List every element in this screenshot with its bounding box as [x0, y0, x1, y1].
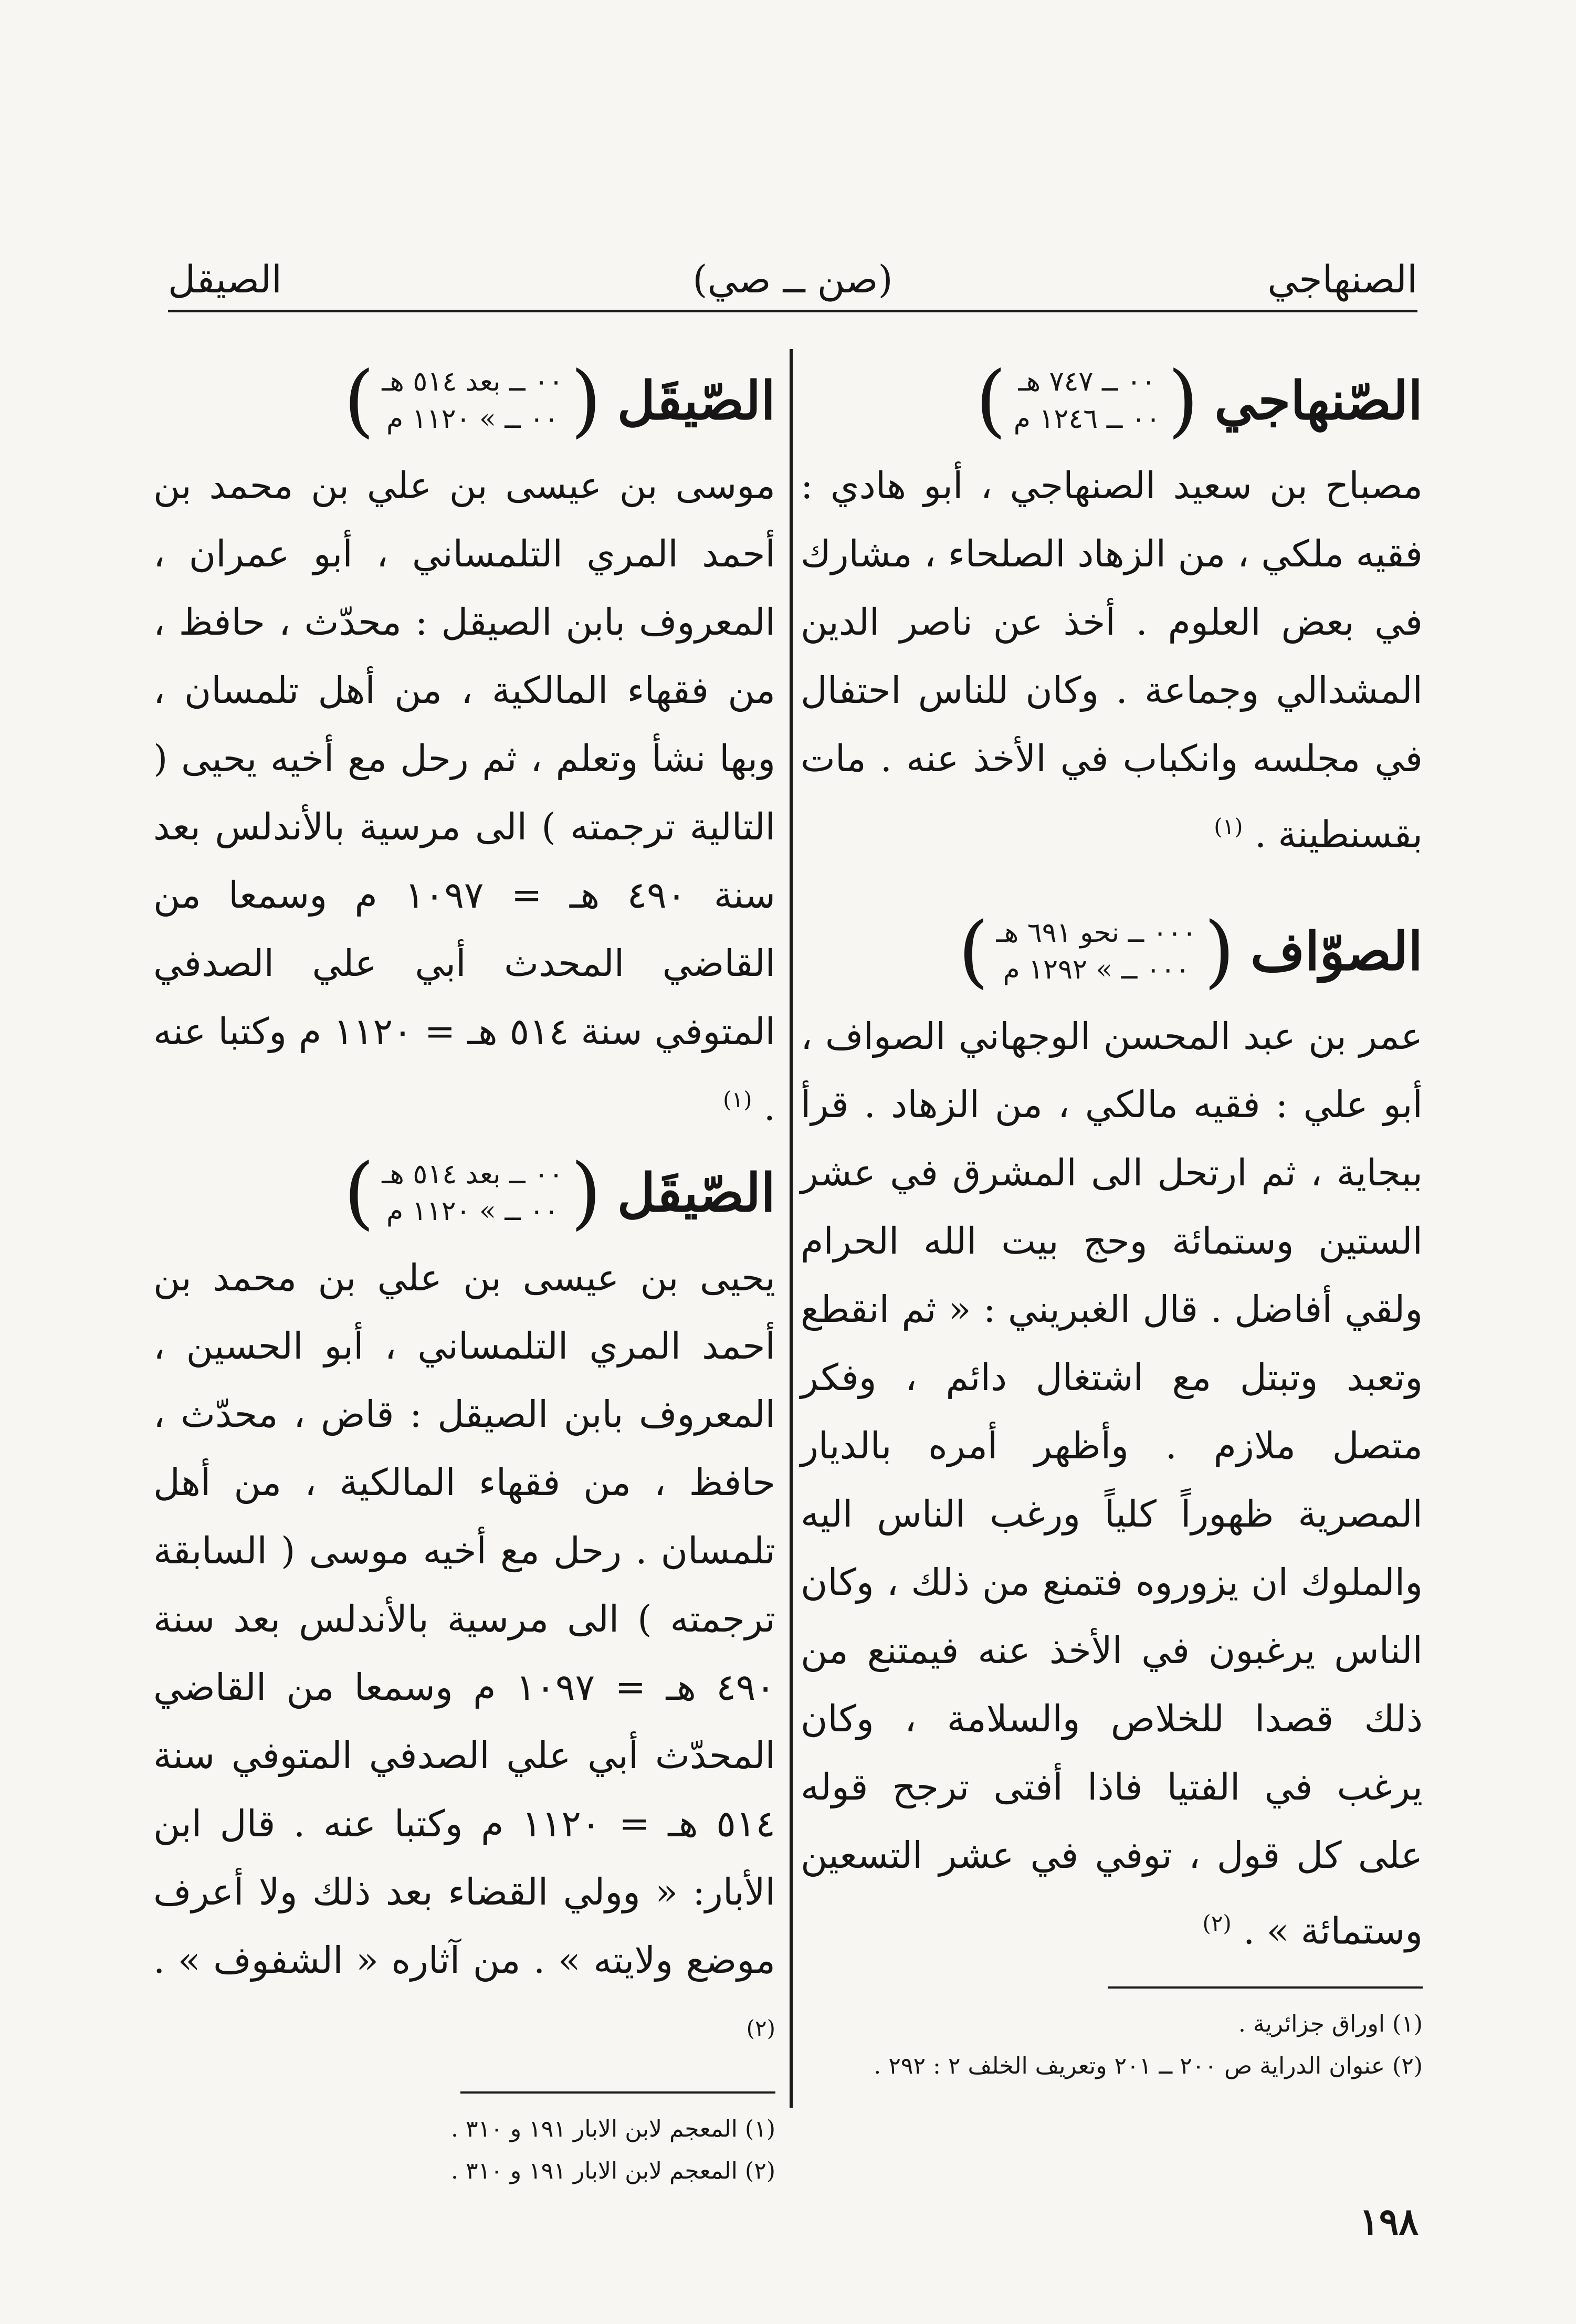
column-divider: [790, 349, 793, 2108]
footnote: (١) المعجم لابن الابار ١٩١ و ٣١٠ .: [451, 2115, 775, 2142]
date-gregorian: ٠٠ ــ » ١١٢٠ م: [386, 1195, 559, 1227]
footnote-ref: (٢): [1202, 1910, 1232, 1937]
footnote-ref: (٢): [746, 2015, 775, 2042]
entry-heading: [153, 349, 775, 451]
entry-name: الصّنهاجي: [1214, 369, 1423, 432]
entry-heading: [153, 1141, 775, 1244]
date-hijri: ٠٠ ــ بعد ٥١٤ هـ: [382, 366, 563, 398]
entry-heading: [801, 349, 1423, 451]
footnote-rule: [460, 2091, 775, 2094]
date-hijri: ٠٠ ــ بعد ٥١٤ هـ: [382, 1158, 563, 1190]
footnote-ref: (١): [723, 1087, 752, 1112]
header-right-term: الصنهاجي: [1267, 257, 1417, 301]
left-column: [153, 349, 775, 2192]
entry-name: الصوّاف: [1250, 920, 1423, 982]
entry-name: الصّيقَل: [617, 1161, 775, 1224]
footnote: (٢) عنوان الدراية ص ٢٠٠ ــ ٢٠١ وتعريف الخلف ٢ : ٢٩٢ .: [874, 2052, 1423, 2079]
footnote-rule: [1108, 1986, 1423, 1989]
entry-text: موسى بن عيسى بن علي بن محمد بن أحمد المري التلمساني ، أبو عمران ، المعروف بابن الصيقل : محدّث ، حافظ ، من فقهاء المالكية ، من أهل تلمسان ، وبها نشأ وتعلم ، ثم رحل مع أخيه يحيى ( التالية ترجمته ) الى مرسية بالأندلس بعد سنة ٤٩٠ هـ = ١٠٩٧ م وسمعا من القاضي المحدث أبي علي الصدفي المتوفي سنة ٥١٤ هـ = ١١٢٠ م وكتبا عنه . $^{(١)}$: [153, 464, 776, 1129]
header-letter-range: (صن ــ صي): [692, 257, 893, 301]
entry-text: يحيى بن عيسى بن علي بن محمد بن أحمد المري التلمساني ، أبو الحسين ، المعروف بابن الصيقل : قاض ، محدّث ، حافظ ، من فقهاء المالكية ، من أهل تلمسان . رحل مع أخيه موسى ( السابقة ترجمته ) الى مرسية بالأندلس بعد سنة ٤٩٠ هـ = ١٠٩٧ م وسمعا من القاضي المحدّث أبي علي الصدفي المتوفي سنة ٥١٤ هـ = ١١٢٠ م وكتبا عنه . قال ابن الأبار: « وولي القضاء بعد ذلك ولا أعرف موضع ولايته » . من آثاره « الشفوف » . $^{(٢)}$: [153, 1256, 775, 2042]
running-header: [168, 247, 1417, 312]
entry-dates: ( ٠٠ ــ ٧٤٧ هـ ٠٠ ــ ١٢٤٦ م ): [975, 354, 1199, 446]
entry-heading: [801, 900, 1423, 1002]
footnote: (١) اوراق جزائرية .: [1238, 2010, 1423, 2037]
footnote: (٢) المعجم لابن الابار ١٩١ و ٣١٠ .: [451, 2157, 775, 2184]
entry-name: الصّيقَل: [617, 369, 775, 432]
footnote-ref: (١): [1214, 814, 1243, 839]
page-number: ١٩٨: [1359, 2200, 1419, 2243]
date-gregorian: ٠٠٠ ــ » ١٢٩٢ م: [1003, 953, 1190, 985]
date-gregorian: ٠٠ ــ » ١١٢٠ م: [386, 403, 559, 435]
date-hijri: ٠٠٠ ــ نحو ٦٩١ هـ: [996, 917, 1197, 949]
entry-text: عمر بن عبد المحسن الوجهاني الصواف ، أبو علي : فقيه مالكي ، من الزهاد . قرأ ببجاية ، ثم ارتحل الى المشرق في عشر الستين وستمائة وحج بيت الله الحرام ولقي أفاضل . قال الغبريني : « ثم انقطع وتعبد وتبتل مع اشتغال دائم ، وفكر متصل ملازم . وأظهر أمره بالديار المصرية ظهوراً كلياً ورغب الناس اليه والملوك ان يزوروه فتمنع من ذلك ، وكان الناس يرغبون في الأخذ عنه فيمتنع من ذلك قصدا للخلاص والسلامة ، وكان يرغب في الفتيا فاذا أفتى ترجح قوله على كل قول ، توفي في عشر التسعين وستمائة » . $^{(٢)}$: [801, 1015, 1423, 1953]
entry-dates: ( ٠٠٠ ــ نحو ٦٩١ هـ ٠٠٠ ــ » ١٢٩٢ م ): [958, 905, 1235, 997]
date-hijri: ٠٠ ــ ٧٤٧ هـ: [1018, 366, 1156, 398]
entry-dates: ( ٠٠ ــ بعد ٥١٤ هـ ٠٠ ــ » ١١٢٠ م ): [343, 354, 602, 446]
entry-dates: ( ٠٠ ــ بعد ٥١٤ هـ ٠٠ ــ » ١١٢٠ م ): [343, 1147, 602, 1238]
right-column: [801, 349, 1423, 2087]
header-left-term: الصيقل: [168, 257, 282, 301]
entry-text: مصباح بن سعيد الصنهاجي ، أبو هادي : فقيه ملكي ، من الزهاد الصلحاء ، مشارك في بعض العلوم . أخذ عن ناصر الدين المشدالي وجماعة . وكان للناس احتفال في مجلسه وانكباب في الأخذ عنه . مات بقسنطينة . $^{(١)}$: [801, 464, 1423, 856]
date-gregorian: ٠٠ ــ ١٢٤٦ م: [1013, 403, 1161, 435]
